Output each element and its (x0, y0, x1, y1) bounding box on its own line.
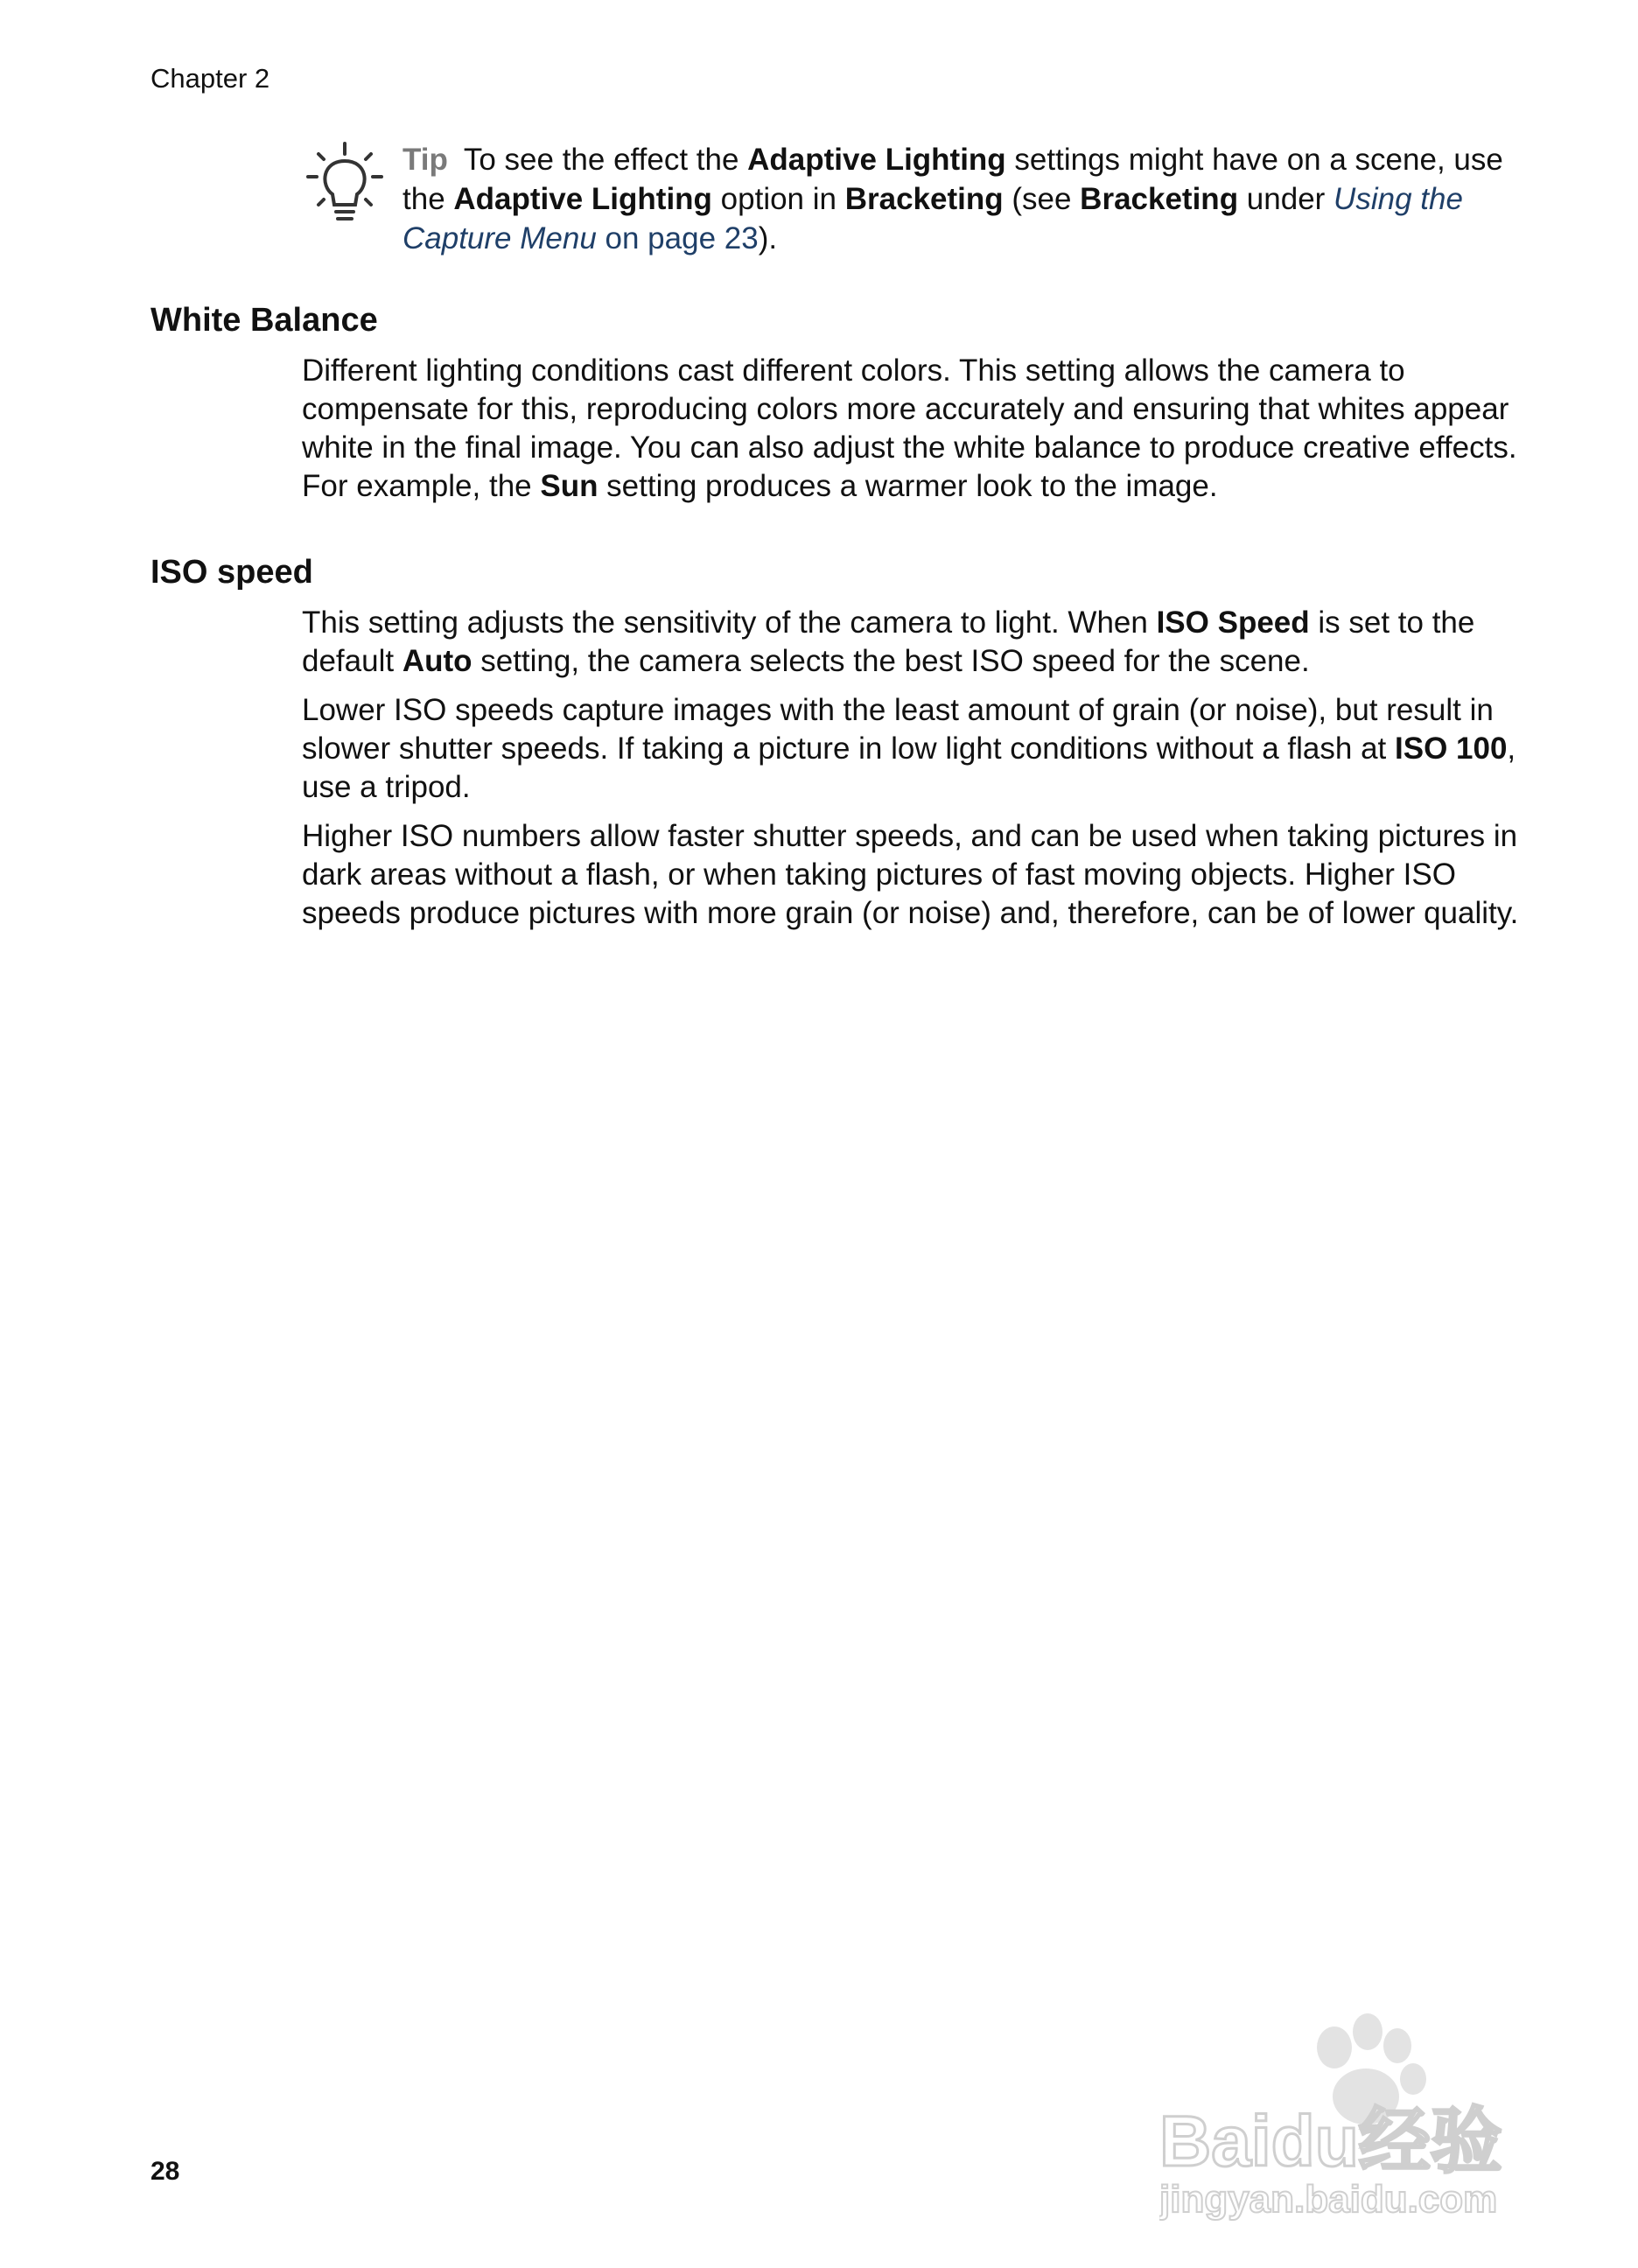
bold-iso-100: ISO 100 (1395, 732, 1508, 766)
tip-bold-adaptive-lighting: Adaptive Lighting (747, 143, 1006, 177)
text-run: , use a tripod. (302, 732, 1516, 804)
iso-paragraph-3: Higher ISO numbers allow faster shutter speeds, and can be used when taking pictures in dark areas without a flash, or when taking pictures of fast moving objects. Higher ISO speeds produce pictures with more grain (or noise) and, therefore, can be of lower quality. (302, 819, 1519, 930)
tip-bold-adaptive-lighting: Adaptive Lighting (453, 182, 712, 216)
baidu-jingyan-watermark (1159, 2012, 1536, 2222)
capture-menu-link-title: Using the Capture Menu (402, 182, 1463, 256)
iso-speed-heading: ISO speed (150, 554, 313, 591)
tip-bold-bracketing: Bracketing (844, 182, 1004, 216)
text-run: is set to the default (302, 606, 1475, 678)
capture-menu-link-page: on page 23 (596, 221, 759, 256)
tip-text-run: option in (711, 182, 845, 216)
tip-text (402, 140, 1522, 258)
lightbulb-icon (306, 142, 383, 229)
text-run: Different lighting conditions cast different colors. This setting allows the camera to compensate for this, reproducing colors more accurately and ensuring that whites appear white in the final image. You can also adjust the white balance to produce creative effects. For example, the (302, 354, 1517, 503)
tip-text-run: under (1238, 182, 1334, 216)
tip-text-run: To see the effect the (463, 143, 748, 177)
text-run: setting, the camera selects the best ISO speed for the scene. (472, 644, 1310, 678)
text-run: This setting adjusts the sensitivity of the camera to light. When (302, 606, 1157, 640)
watermark-url: jingyan.baidu.com (1159, 2178, 1498, 2221)
tip-text-run: settings might have on a scene, use the (402, 143, 1503, 216)
text-run: Lower ISO speeds capture images with the least amount of grain (or noise), but result in slower shutter speeds. If taking a picture in low light conditions without a flash at (302, 693, 1494, 766)
bold-sun: Sun (540, 469, 598, 503)
iso-paragraph-2 (302, 691, 1527, 807)
watermark-brand: Baidu经验 (1159, 2102, 1502, 2181)
iso-paragraph-1 (302, 604, 1527, 681)
tip-text-run: ). (758, 221, 778, 256)
tip-bold-bracketing: Bracketing (1080, 182, 1239, 216)
text-run: setting produces a warmer look to the image. (598, 469, 1218, 503)
white-balance-paragraph (302, 352, 1527, 506)
white-balance-heading: White Balance (150, 302, 378, 339)
tip-text-run: (see (1003, 182, 1081, 216)
page-number: 28 (150, 2157, 180, 2186)
tip-label: Tip (402, 143, 448, 177)
chapter-running-head: Chapter 2 (150, 63, 270, 94)
bold-iso-speed: ISO Speed (1156, 606, 1310, 640)
bold-auto: Auto (402, 644, 472, 678)
